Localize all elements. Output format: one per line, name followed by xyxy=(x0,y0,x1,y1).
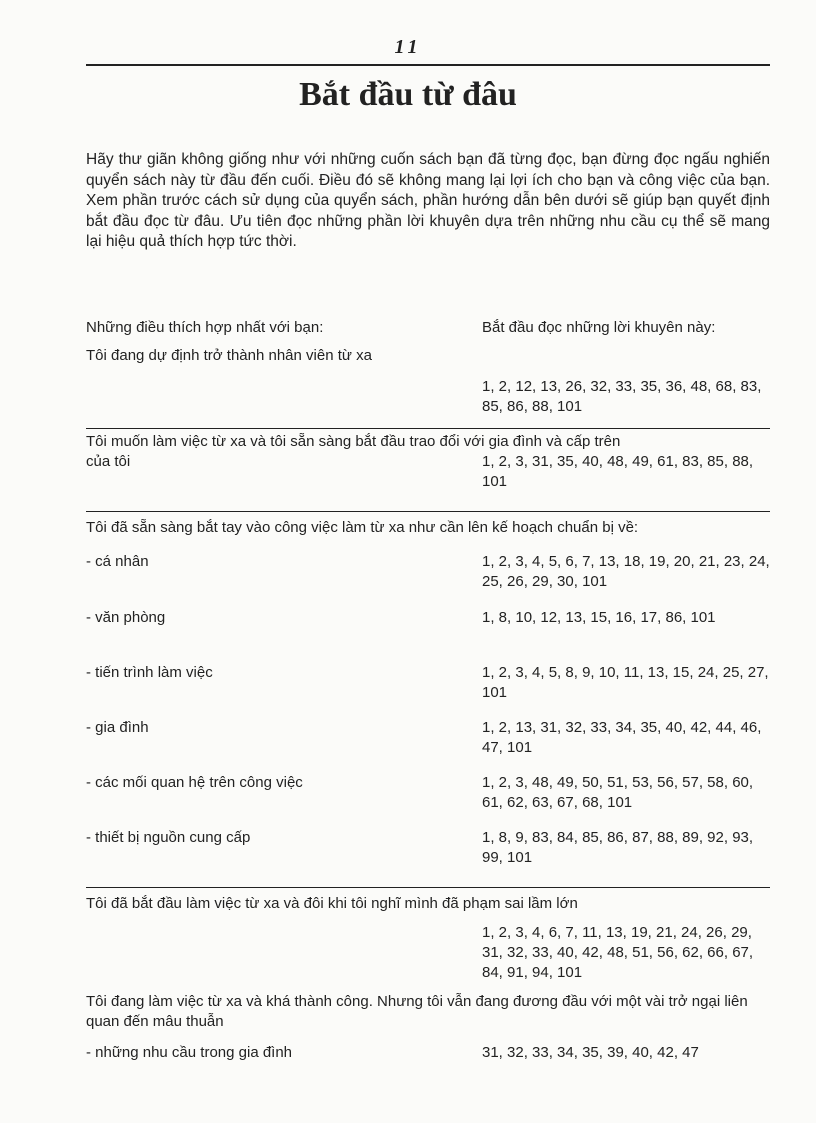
section-heading: Tôi muốn làm việc từ xa và tôi sẵn sàng bắt đầu trao đổi với gia đình và cấp trên xyxy=(86,433,621,450)
tip-numbers: 1, 2, 12, 13, 26, 32, 33, 35, 36, 48, 68, 83, 85, 86, 88, 101 xyxy=(482,378,762,415)
section-heading: Tôi đang dự định trở thành nhân viên từ xa xyxy=(86,347,372,364)
tip-numbers: 1, 2, 3, 48, 49, 50, 51, 53, 56, 57, 58, 60, 61, 62, 63, 67, 68, 101 xyxy=(482,774,754,811)
section-heading: Tôi đã bắt đầu làm việc từ xa và đôi khi tôi nghĩ mình đã phạm sai lầm lớn xyxy=(86,895,578,912)
tip-numbers: 1, 2, 3, 4, 5, 8, 9, 10, 11, 13, 15, 24, 25, 27, 101 xyxy=(482,664,769,701)
column-header-right: Bắt đầu đọc những lời khuyên này: xyxy=(482,319,716,336)
section-divider xyxy=(86,511,770,512)
page-number: 11 xyxy=(394,36,422,58)
section-divider xyxy=(86,887,770,888)
tip-numbers: 1, 8, 9, 83, 84, 85, 86, 87, 88, 89, 92, 93, 99, 101 xyxy=(482,829,754,866)
tip-numbers: 31, 32, 33, 34, 35, 39, 40, 42, 47 xyxy=(482,1044,699,1061)
list-item-label: - văn phòng xyxy=(86,609,166,626)
tip-numbers: 1, 2, 13, 31, 32, 33, 34, 35, 40, 42, 44, 46, 47, 101 xyxy=(482,719,762,756)
tip-numbers: 1, 2, 3, 4, 6, 7, 11, 13, 19, 21, 24, 26, 29, 31, 32, 33, 40, 42, 48, 51, 56, 62, 66, 67, 84, 91, 94, 101 xyxy=(482,924,754,981)
list-item-label: - tiến trình làm việc xyxy=(86,664,213,681)
list-item-label: - các mối quan hệ trên công việc xyxy=(86,774,303,791)
list-item-label: - những nhu cầu trong gia đình xyxy=(86,1044,293,1061)
section-heading: Tôi đã sẵn sàng bắt tay vào công việc làm từ xa như cần lên kế hoạch chuẩn bị về: xyxy=(86,519,639,536)
column-header-left: Những điều thích hợp nhất với bạn: xyxy=(86,319,324,336)
list-item-label: - thiết bị nguồn cung cấp xyxy=(86,829,251,846)
section-divider xyxy=(86,428,770,429)
tip-numbers: 1, 8, 10, 12, 13, 15, 16, 17, 86, 101 xyxy=(482,609,716,626)
tip-numbers: 1, 2, 3, 31, 35, 40, 48, 49, 61, 83, 85, 88, 101 xyxy=(482,453,754,490)
page-title: Bắt đầu từ đâu xyxy=(299,76,517,113)
section-heading: Tôi đang làm việc từ xa và khá thành công. Nhưng tôi vẫn đang đương đầu với một vài trở ngại liên quan đến mâu thuẫn xyxy=(86,993,748,1030)
list-item-label: - gia đình xyxy=(86,719,149,736)
list-item-label: - cá nhân xyxy=(86,553,149,570)
header-rule xyxy=(86,64,770,66)
tip-numbers: 1, 2, 3, 4, 5, 6, 7, 13, 18, 19, 20, 21, 23, 24, 25, 26, 29, 30, 101 xyxy=(482,553,770,590)
intro-paragraph: Hãy thư giãn không giống như với những cuốn sách bạn đã từng đọc, bạn đừng đọc ngấu nghiến quyển sách này từ đầu đến cuối. Điều đó sẽ không mang lại lợi ích cho bạn và công việc của bạn. Xem phần trước cách sử dụng của quyển sách, phần hướng dẫn bên dưới sẽ giúp bạn quyết định bắt đầu đọc từ đâu. Ưu tiên đọc những phần lời khuyên dựa trên những nhu cầu cụ thể sẽ mang lại hiệu quả thích hợp tức thời. xyxy=(86,151,770,250)
section-heading-continuation: của tôi xyxy=(86,453,131,470)
